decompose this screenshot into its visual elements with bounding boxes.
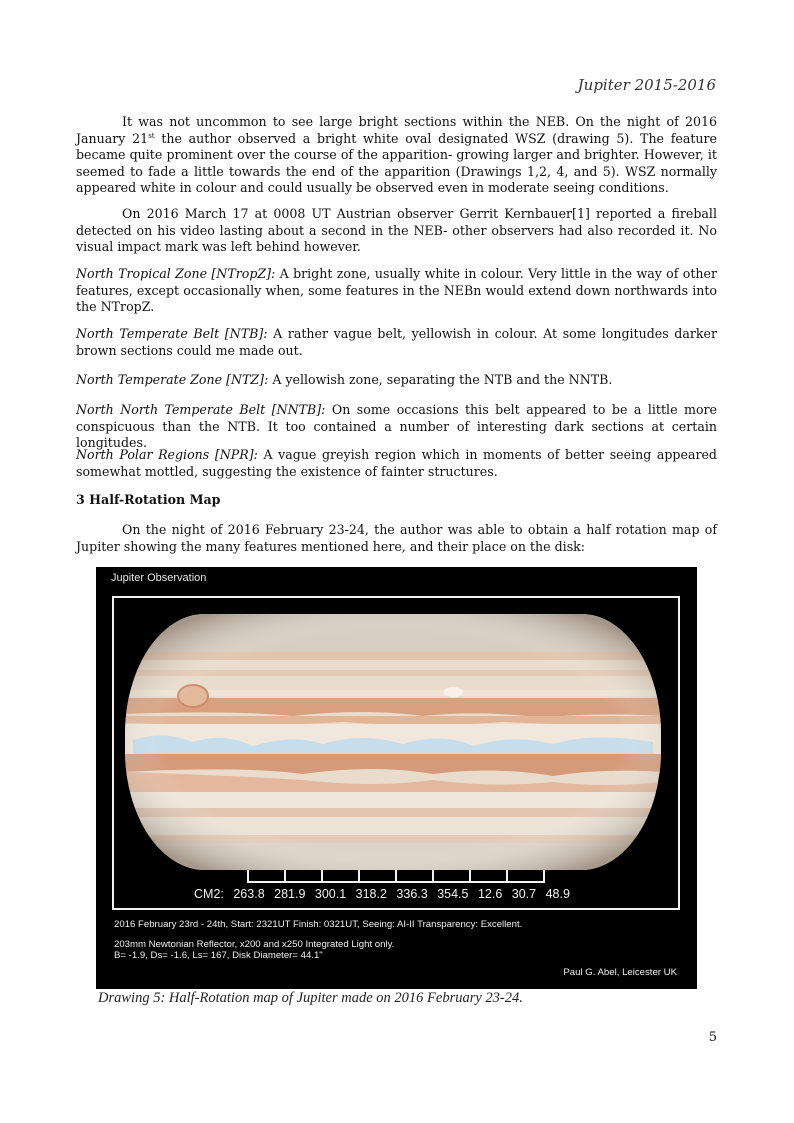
figure-title: Jupiter Observation — [111, 572, 207, 584]
cm2-value: 281.9 — [274, 887, 306, 901]
text-ntz: A yellowish zone, separating the NTB and the NNTB. — [268, 372, 613, 387]
paragraph-npr — [76, 447, 717, 480]
figure-caption: Drawing 5: Half-Rotation map of Jupiter made on 2016 February 23-24. — [98, 990, 523, 1006]
running-title: Jupiter 2015-2016 — [577, 76, 716, 94]
cm2-label: CM2: — [194, 887, 224, 901]
cm2-value: 336.3 — [396, 887, 428, 901]
cm2-value: 300.1 — [314, 887, 347, 901]
paragraph-nntb — [76, 402, 717, 452]
paragraph-fireball — [76, 206, 717, 256]
paragraph-wsz-part2: the author observed a bright white oval designated WSZ (drawing 5). The feature became quite prominent over the course of the apparition- growing larger and brighter. However, it seemed to fade a little towards the end of the apparition (Drawings 1,2, 4, and 5). WSZ normally appeared white in colour and could usually be observed even in moderate seeing conditions. — [76, 130, 718, 196]
cm2-value: 30.7 — [511, 887, 537, 901]
observer-credit: Paul G. Abel, Leicester UK — [563, 967, 677, 978]
cm2-value: 263.8 — [233, 887, 265, 901]
text-npr: A vague greyish region which in moments of better seeing appeared somewhat mottled, suggesting the existence of fainter structures. — [76, 447, 717, 479]
term-nntb: North North Temperate Belt [NNTB]: — [76, 402, 326, 417]
paragraph-wsz-part1: It was not uncommon to see large bright sections within the NEB. On the night of 2016 January 21 — [76, 114, 717, 146]
paragraph-ntz — [76, 372, 717, 389]
cm2-value: 354.5 — [437, 887, 469, 901]
body-text — [76, 114, 717, 197]
term-ntb: North Temperate Belt [NTB]: — [76, 326, 268, 341]
cm2-value: 48.9 — [545, 887, 570, 901]
paragraph-ntropz — [76, 266, 717, 316]
paragraph-half-rotation-text: On the night of 2016 February 23-24, the author was able to obtain a half rotation map of Jupiter showing the many features mentioned here, and their place on the disk: — [76, 522, 717, 554]
equipment-details: 203mm Newtonian Reflector, x200 and x250 Integrated Light only. — [114, 939, 395, 950]
cm2-value: 318.2 — [355, 887, 387, 901]
cm2-value: 12.6 — [477, 887, 503, 901]
page-number: 5 — [708, 1030, 717, 1045]
term-ntropz: North Tropical Zone [NTropZ]: — [76, 266, 276, 281]
term-npr: North Polar Regions [NPR]: — [76, 447, 258, 462]
jupiter-disk — [123, 612, 663, 872]
jupiter-observation-figure — [96, 567, 697, 989]
longitude-scale — [96, 869, 697, 887]
paragraph-wsz — [76, 114, 717, 197]
jupiter-map-drawing — [123, 612, 663, 872]
text-ntropz: A bright zone, usually white in colour. Very little in the way of other features, except occasionally when, some features in the NEBn would extend down northwards into the NTropZ. — [76, 266, 717, 315]
section-3 — [76, 492, 717, 509]
superscript-st: st — [148, 131, 155, 140]
text-ntb: A rather vague belt, yellowish in colour. At some longitudes darker brown sections could me made out. — [76, 326, 717, 358]
section-heading: 3 Half-Rotation Map — [76, 492, 221, 507]
paragraph-ntb — [76, 326, 717, 359]
paragraph-fireball-text: On 2016 March 17 at 0008 UT Austrian observer Gerrit Kernbauer[1] reported a fireball detected on his video lasting about a second in the NEB- other observers had also recorded it. No visual impact mark was left behind however. — [76, 206, 717, 255]
cm2-longitudes — [194, 887, 576, 901]
text-nntb: On some occasions this belt appeared to be a little more conspicuous than the NTB. It too contained a number of interesting dark sections at certain longitudes. — [76, 402, 717, 451]
term-ntz: North Temperate Zone [NTZ]: — [76, 372, 269, 387]
paragraph-half-rotation — [76, 522, 717, 555]
ephemeris-details: B= -1.9, Ds= -1.6, Ls= 167, Disk Diameter= 44.1" — [114, 950, 323, 961]
observation-details: 2016 February 23rd - 24th, Start: 2321UT Finish: 0321UT, Seeing: AI-II Transparency: Excellent. — [114, 919, 523, 930]
